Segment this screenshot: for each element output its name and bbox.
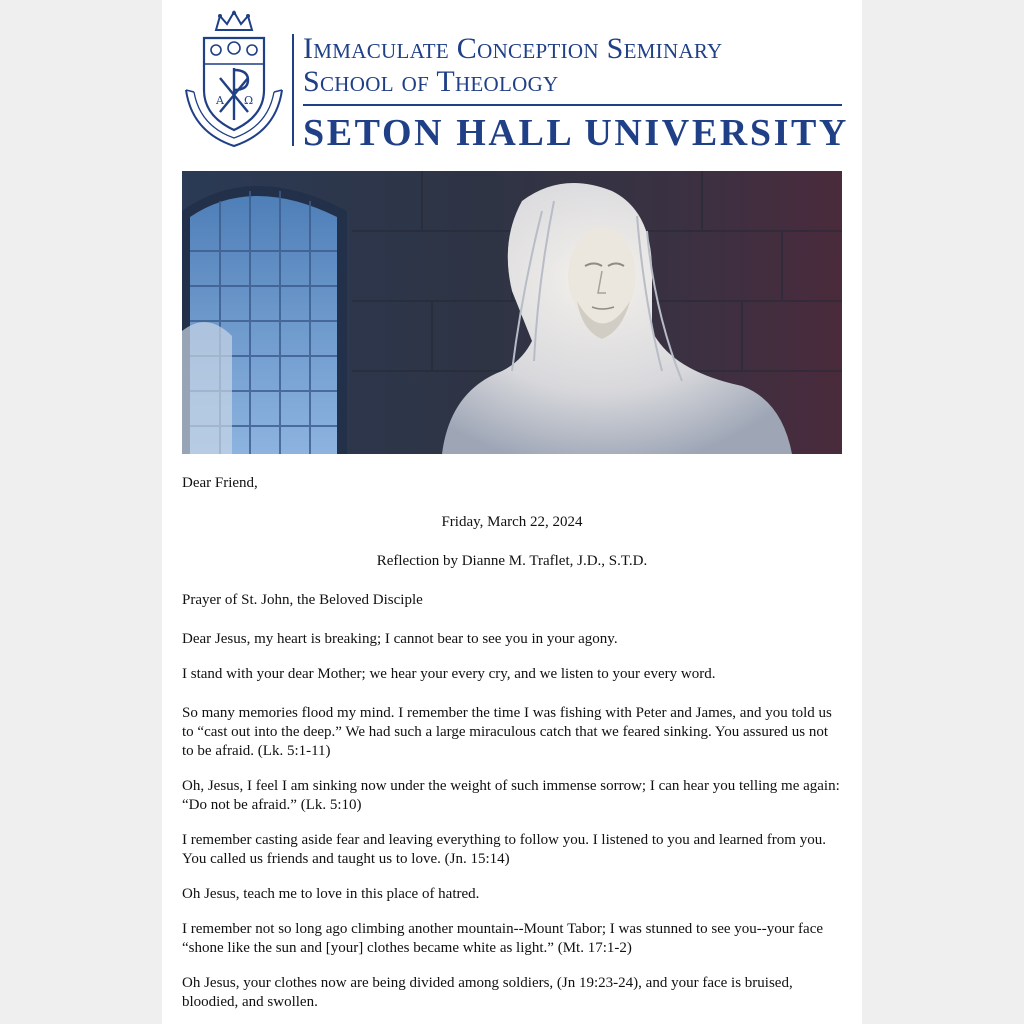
statue-hero-image [182, 171, 842, 454]
letter-date: Friday, March 22, 2024 [441, 514, 583, 530]
letter-paragraph: I remember not so long ago climbing another mountain--Mount Tabor; I was stunned to see you--your face “shone like the sun and [your] clothes became white as light.” (Mt. 17:1-2) [182, 921, 824, 956]
seminary-crest-logo [182, 8, 286, 148]
reflection-byline: Reflection by Dianne M. Traflet, J.D., S.T.D. [376, 553, 648, 569]
seminary-header [182, 8, 849, 154]
school-name: School of Theology [303, 65, 559, 98]
header-divider-vertical [292, 34, 294, 146]
email-content [162, 0, 862, 1024]
prayer-title: Prayer of St. John, the Beloved Disciple [182, 592, 423, 608]
letter-paragraph: Oh Jesus, teach me to love in this place of hatred. [182, 886, 480, 902]
letter-paragraph: I remember casting aside fear and leaving everything to follow you. I listened to you and learned from you. You called us friends and taught us to love. (Jn. 15:14) [182, 832, 826, 867]
header-divider-horizontal [303, 104, 842, 106]
letter-paragraph: Oh Jesus, your clothes now are being divided among soldiers, (Jn 19:23-24), and your face is bruised, bloodied, and swollen. [182, 975, 793, 1010]
university-name: SETON HALL UNIVERSITY [303, 112, 849, 154]
letter-paragraph: Oh, Jesus, I feel I am sinking now under the weight of such immense sorrow; I can hear you telling me again: “Do not be afraid.” (Lk. 5:10) [182, 778, 840, 813]
letter-paragraph: I stand with your dear Mother; we hear your every cry, and we listen to your every word. [182, 666, 716, 682]
svg-text:A: A [216, 94, 224, 107]
seminary-name: Immaculate Conception Seminary [303, 32, 723, 65]
svg-text:Ω: Ω [244, 94, 254, 107]
letter-body [182, 474, 842, 1012]
letter-paragraph: So many memories flood my mind. I remember the time I was fishing with Peter and James, and you told us to “cast out into the deep.” We had such a large miraculous catch that we feared sinking. You assured us not to be afraid. (Lk. 5:1-11) [182, 705, 832, 759]
letter-paragraph: Dear Jesus, my heart is breaking; I cannot bear to see you in your agony. [182, 631, 618, 647]
greeting: Dear Friend, [182, 475, 258, 491]
